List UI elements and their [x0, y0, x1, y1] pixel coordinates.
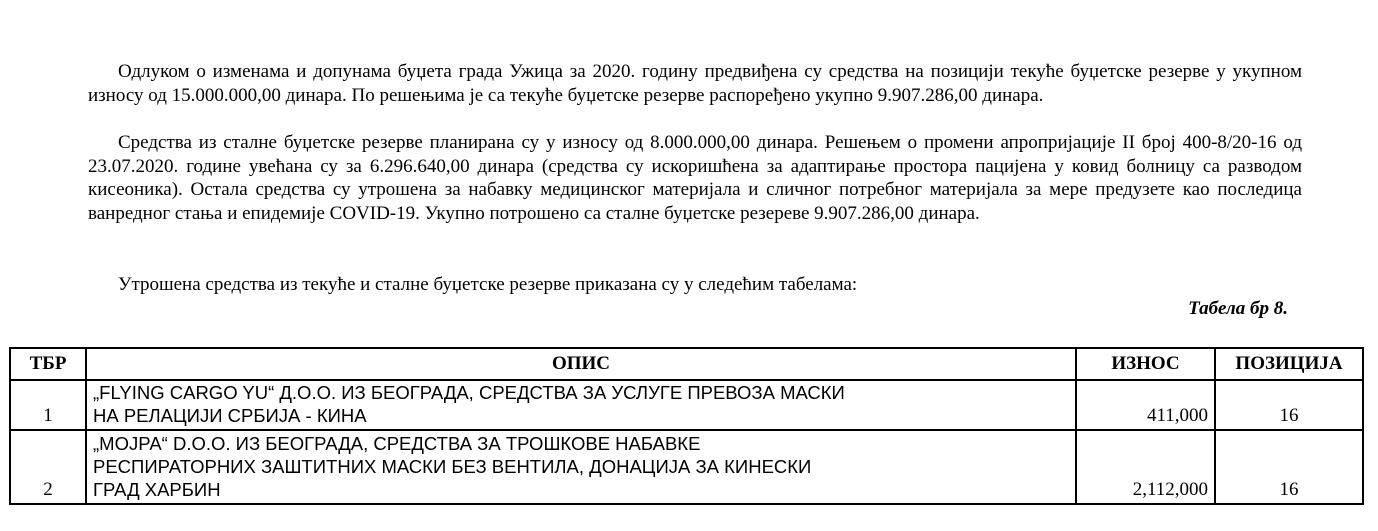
cell-pozicija: 16: [1215, 380, 1363, 430]
header-opis: ОПИС: [86, 348, 1076, 380]
cell-opis: [86, 430, 1076, 504]
table-row: [10, 380, 1363, 430]
table-row: [10, 430, 1363, 504]
opis-line: РЕСПИРАТОРНИХ ЗАШТИТНИХ МАСКИ БЕЗ ВЕНТИЛА, ДОНАЦИЈА ЗА КИНЕСКИ: [93, 456, 812, 477]
cell-opis: [86, 380, 1076, 430]
table-header-row: [10, 348, 1363, 380]
header-iznos: ИЗНОС: [1076, 348, 1215, 380]
opis-line: „MOJРА“ D.O.O. ИЗ БЕОГРАДА, СРЕДСТВА ЗА ТРОШКОВЕ НАБАВКЕ: [93, 433, 701, 454]
paragraph-permanent-reserve: Средства из сталне буџетске резерве планирана су у износу од 8.000.000,00 динара. Решењем о промени апропријације II број 400-8/20-16 од 23.07.2020. године увећана су за 6.296.640,00 динара (средства су искоришћена за адаптирање простора пацијена у ковид болницу са разводом кисеоника). Остала средства су утрошена за набавку медицинског материјала и сличног потребног материјала за мере предузете као последица ванредног стања и епидемије COVID-19. Укупно потрошено са сталне буџетске резереве 9.907.286,00 динара.: [88, 132, 1302, 224]
table-caption: Табела бр 8.: [1188, 298, 1288, 319]
cell-iznos: 411,000: [1076, 380, 1215, 430]
cell-pozicija: 16: [1215, 430, 1363, 504]
paragraph-current-reserve: Одлуком о изменама и допунама буџета града Ужица за 2020. годину предвиђена су средства на позицији текуће буџетске резерве у укупном износу од 15.000.000,00 динара. По решењима је са текуће буџетске резерве распоређено укупно 9.907.286,00 динара.: [88, 61, 1302, 106]
reserve-spending-table: [9, 347, 1364, 505]
header-pozicija: ПОЗИЦИЈА: [1215, 348, 1363, 380]
opis-line: ГРАД ХАРБИН: [93, 479, 221, 500]
cell-iznos: 2,112,000: [1076, 430, 1215, 504]
header-tbr: ТБР: [10, 348, 86, 380]
opis-line: „FLYING CARGO YU“ Д.О.О. ИЗ БЕОГРАДА, СРЕДСТВА ЗА УСЛУГЕ ПРЕВОЗА МАСКИ: [93, 382, 845, 403]
cell-tbr: 1: [10, 380, 86, 430]
opis-line: НА РЕЛАЦИЈИ СРБИЈА - КИНА: [93, 405, 367, 426]
cell-tbr: 2: [10, 430, 86, 504]
paragraph-tables-intro: Утрошена средства из текуће и сталне буџетске резерве приказана су у следећим табелама:: [118, 274, 858, 295]
